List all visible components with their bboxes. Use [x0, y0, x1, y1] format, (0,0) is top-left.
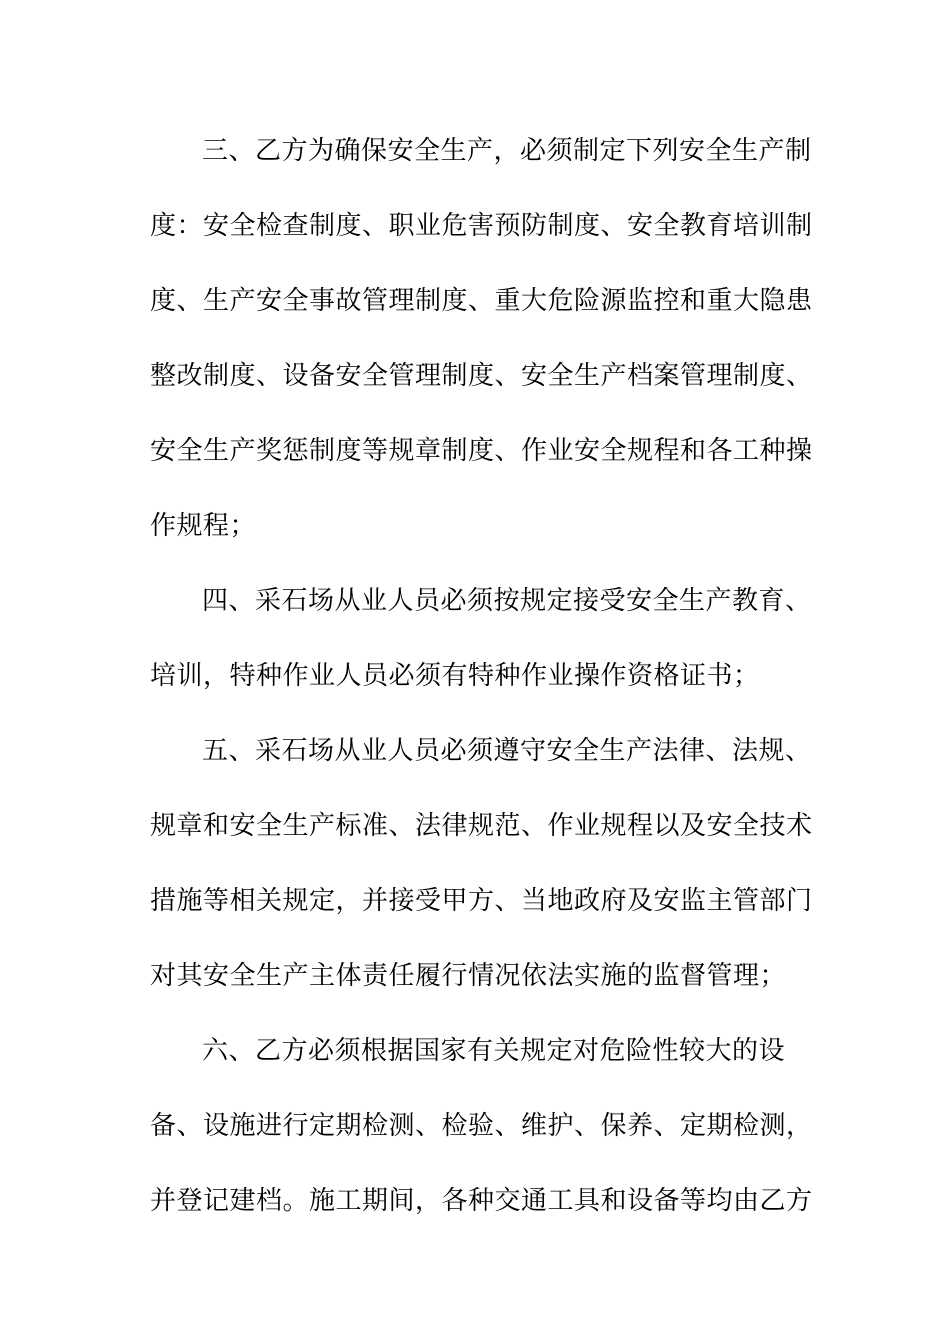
paragraph-6-line-1: 六、乙方必须根据国家有关规定对危险性较大的设 [202, 1036, 786, 1066]
paragraph-6-line-2: 备、设施进行定期检测、检验、维护、保养、定期检测， [150, 1111, 813, 1141]
paragraph-3-line-5: 安全生产奖惩制度等规章制度、作业安全规程和各工种操 [150, 436, 813, 466]
paragraph-3-line-6: 作规程； [150, 511, 257, 541]
paragraph-3-line-4: 整改制度、设备安全管理制度、安全生产档案管理制度、 [150, 361, 813, 391]
paragraph-4-line-2: 培训，特种作业人员必须有特种作业操作资格证书； [150, 661, 760, 691]
paragraph-5-line-4: 对其安全生产主体责任履行情况依法实施的监督管理； [150, 961, 787, 991]
paragraph-5-line-2: 规章和安全生产标准、法律规范、作业规程以及安全技术 [150, 811, 813, 841]
paragraph-6-line-3: 并登记建档。施工期间，各种交通工具和设备等均由乙方 [150, 1186, 813, 1216]
paragraph-5-line-1: 五、采石场从业人员必须遵守安全生产法律、法规、 [202, 736, 812, 766]
paragraph-3-line-3: 度、生产安全事故管理制度、重大危险源监控和重大隐患 [150, 286, 813, 316]
document-body [150, 122, 813, 1247]
paragraph-3-line-1: 三、乙方为确保安全生产，必须制定下列安全生产制 [202, 136, 812, 166]
paragraph-3-line-2: 度：安全检查制度、职业危害预防制度、安全教育培训制 [150, 211, 813, 241]
paragraph-5-line-3: 措施等相关规定，并接受甲方、当地政府及安监主管部门 [150, 886, 813, 916]
paragraph-4-line-1: 四、采石场从业人员必须按规定接受安全生产教育、 [202, 586, 812, 616]
